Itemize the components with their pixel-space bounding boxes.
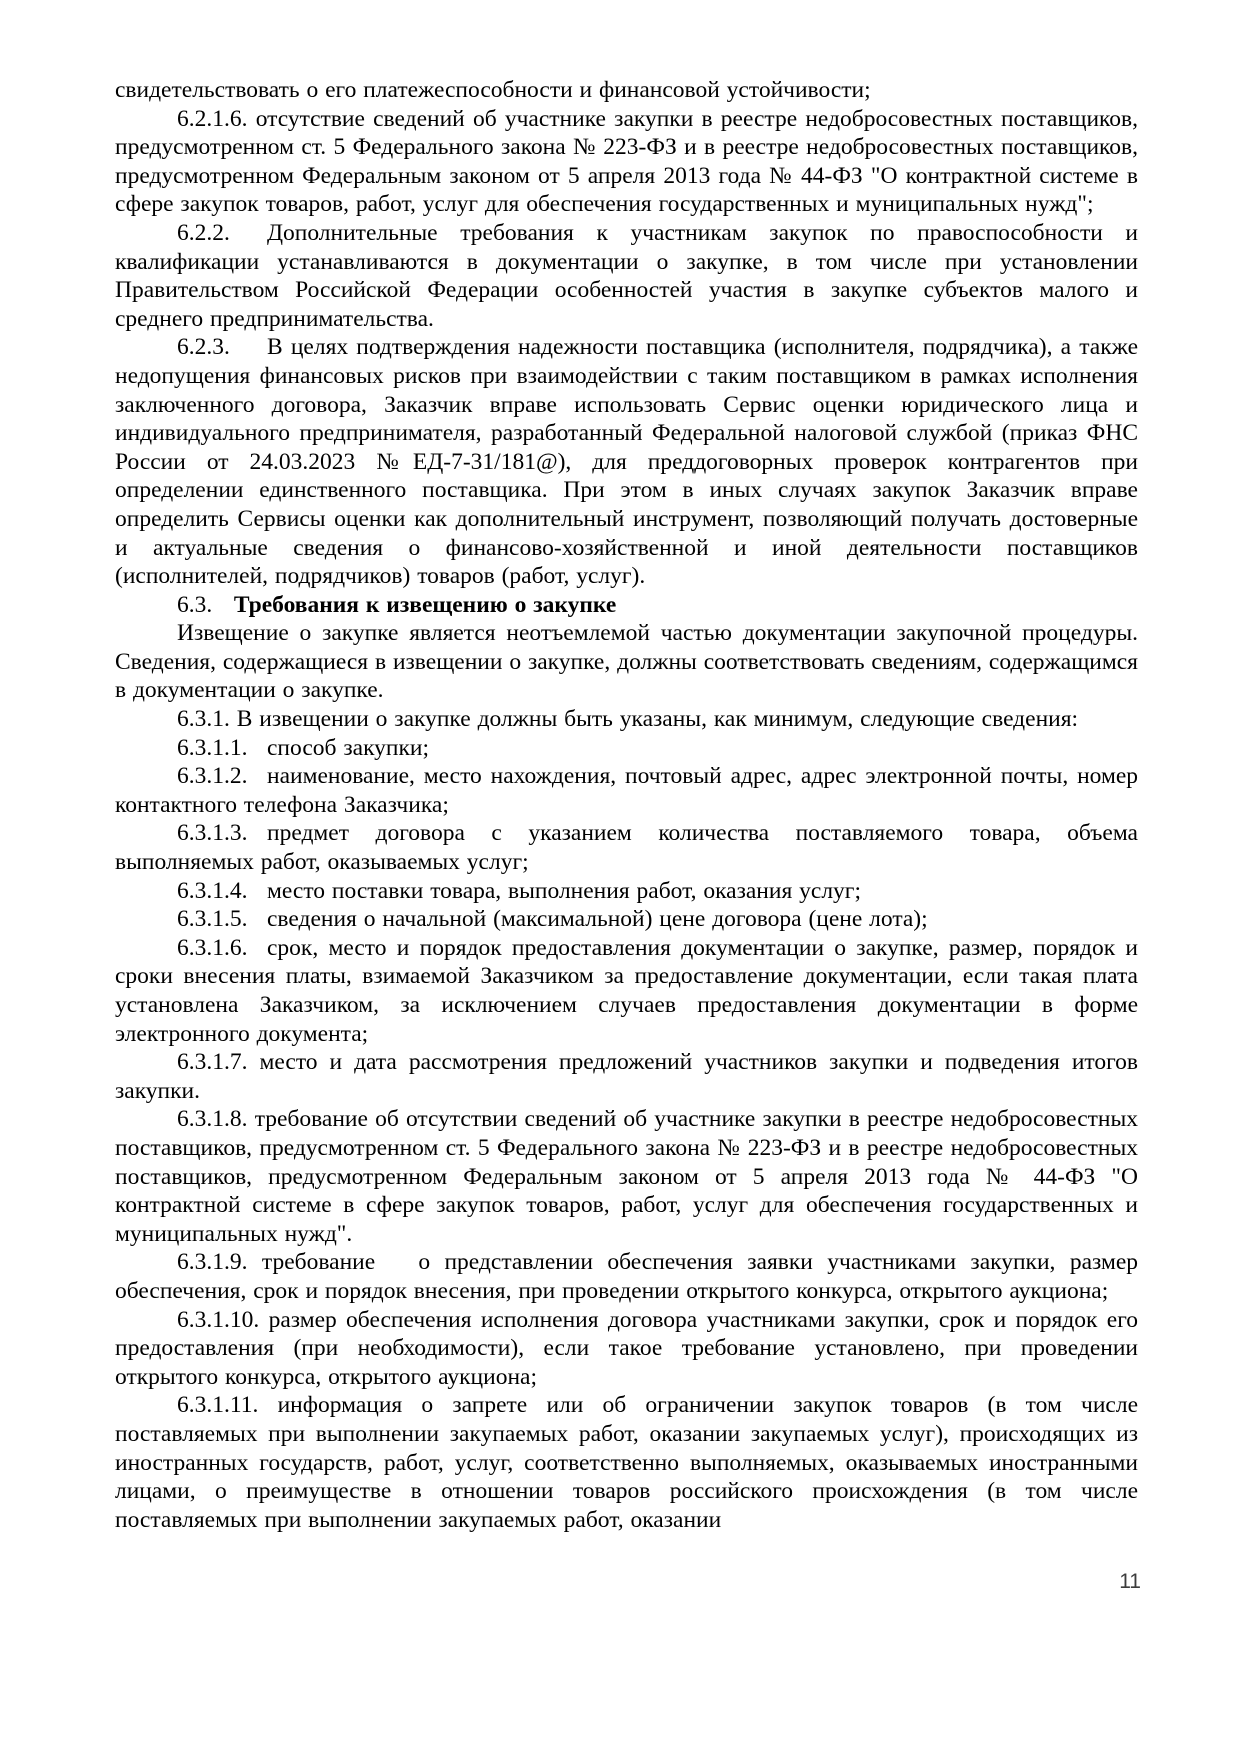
paragraph — [115, 819, 1138, 876]
paragraph — [115, 76, 1138, 105]
paragraph-number: 6.3.1.9. — [177, 1249, 248, 1276]
paragraph-text: сведения о начальной (максимальной) цене договора (цене лота); — [267, 906, 928, 933]
paragraph-text: В целях подтверждения надежности поставщика (исполнителя, подрядчика), а также недопущения финансовых рисков при взаимодействии с таким поставщиком в рамках исполнения заключенного договора, Заказчик вправе использовать Сервис оценки юридического лица и индивидуального предпринимателя, разработанный Федеральной налоговой службой (приказ ФНС России от 24.03.2023 №ЕД-7-31/181@), для преддоговорных проверок контрагентов при определении единственного поставщика. При этом в иных случаях закупок Заказчик вправе определить Сервисы оценки как дополнительный инструмент, позволяющий получать достоверные и актуальные сведения о финансово-хозяйственной и иной деятельности поставщиков (исполнителей, подрядчиков) товаров (работ, услуг). — [115, 334, 1138, 590]
section-heading — [115, 591, 1138, 620]
paragraph-number: 6.3.1.5. — [177, 906, 248, 933]
paragraph-number: 6.2.2. — [177, 219, 230, 246]
paragraph-text: место поставки товара, выполнения работ, оказания услуг; — [267, 877, 861, 904]
paragraph — [115, 333, 1138, 590]
paragraph — [115, 705, 1138, 734]
paragraph-text: отсутствие сведений об участнике закупки в реестре недобросовестных поставщиков, предусмотренном ст. 5 Федерального закона № 223-ФЗ и в реестре недобросовестных поставщиков, предусмотренном Федеральным законом от 5 апреля 2013 года № 44-ФЗ "О контрактной системе в сфере закупок товаров, работ, услуг для обеспечения государственных и муниципальных нужд"; — [115, 105, 1138, 218]
paragraph-number: 6.3.1.2. — [177, 763, 248, 790]
paragraph-number: 6.3.1.3. — [177, 820, 248, 847]
paragraph-text: способ закупки; — [267, 734, 430, 761]
paragraph — [115, 762, 1138, 819]
paragraph-number: 6.2.1.6. — [177, 105, 248, 132]
paragraph — [115, 1306, 1138, 1392]
paragraph — [115, 105, 1138, 219]
paragraph-number: 6.3.1.8. — [177, 1106, 248, 1133]
page-number: 11 — [1119, 1570, 1141, 1594]
paragraph — [115, 1391, 1138, 1534]
paragraph-text: требование о представлении обеспечения заявки участниками закупки, размер обеспечения, срок и порядок внесения, при проведении открытого конкурса, открытого аукциона; — [115, 1249, 1139, 1304]
paragraph-text: свидетельствовать о его платежеспособности и финансовой устойчивости; — [115, 77, 871, 103]
paragraph-number: 6.3.1.10. — [177, 1306, 260, 1333]
paragraph-number: 6.3.1.1. — [177, 734, 248, 761]
paragraph — [115, 1105, 1138, 1248]
section-heading-text: Требования к извещению о закупке — [233, 591, 617, 618]
paragraph-text: срок, место и порядок предоставления документации о закупке, размер, порядок и сроки внесения платы, взимаемой Заказчиком за предоставление документации, если такая плата установлена Заказчиком, за исключением случаев предоставления документации в форме электронного документа; — [115, 934, 1138, 1047]
paragraph-number: 6.3.1. — [177, 706, 230, 733]
paragraph — [115, 219, 1138, 333]
paragraph-number: 6.2.3. — [177, 334, 230, 361]
paragraph-text: В извещении о закупке должны быть указаны, как минимум, следующие сведения: — [236, 706, 1079, 733]
paragraph-number: 6.3.1.6. — [177, 934, 248, 961]
paragraph — [115, 905, 1138, 934]
paragraph-text: место и дата рассмотрения предложений участников закупки и подведения итогов закупки. — [115, 1049, 1139, 1104]
paragraph — [115, 877, 1138, 906]
paragraph-text: информация о запрете или об ограничении закупок товаров (в том числе поставляемых при выполнении закупаемых работ, оказании закупаемых услуг), происходящих из иностранных государств, работ, услуг, соответственно выполняемых, оказываемых иностранными лицами, о преимуществе в отношении товаров российского происхождения (в том числе поставляемых при выполнении закупаемых работ, оказании — [115, 1392, 1138, 1533]
paragraph — [115, 1248, 1138, 1305]
paragraph-text: размер обеспечения исполнения договора участниками закупки, срок и порядок его предоставления (при необходимости), если такое требование установлено, при проведении открытого конкурса, открытого аукциона; — [115, 1306, 1139, 1390]
paragraph-number: 6.3.1.7. — [177, 1049, 248, 1076]
paragraph — [115, 1048, 1138, 1105]
paragraph — [115, 934, 1138, 1048]
paragraph-number: 6.3.1.11. — [177, 1392, 259, 1419]
paragraph — [115, 619, 1138, 705]
paragraph-text: наименование, место нахождения, почтовый адрес, адрес электронной почты, номер контактного телефона Заказчика; — [115, 763, 1138, 818]
paragraph-text: требование об отсутствии сведений об участнике закупки в реестре недобросовестных поставщиков, предусмотренном ст. 5 Федерального закона № 223-ФЗ и в реестре недобросовестных поставщиков, предусмотренном Федеральным законом от 5 апреля 2013 года № 44-ФЗ "О контрактной системе в сфере закупок товаров, работ, услуг для обеспечения государственных и муниципальных нужд". — [115, 1106, 1139, 1247]
paragraph-text: предмет договора с указанием количества поставляемого товара, объема выполняемых работ, оказываемых услуг; — [115, 820, 1138, 876]
paragraph — [115, 734, 1138, 763]
paragraph-text: Извещение о закупке является неотъемлемой частью документации закупочной процедуры. Сведения, содержащиеся в извещении о закупке, должны соответствовать сведениям, содержащимся в документации о закупке. — [115, 620, 1138, 704]
paragraph-number: 6.3.1.4. — [177, 877, 248, 904]
paragraph-text: Дополнительные требования к участникам закупок по правоспособности и квалификации устанавливаются в документации о закупке, в том числе при установлении Правительством Российской Федерации особенностей участия в закупке субъектов малого и среднего предпринимательства. — [115, 219, 1138, 332]
paragraph-number: 6.3. — [177, 591, 213, 618]
